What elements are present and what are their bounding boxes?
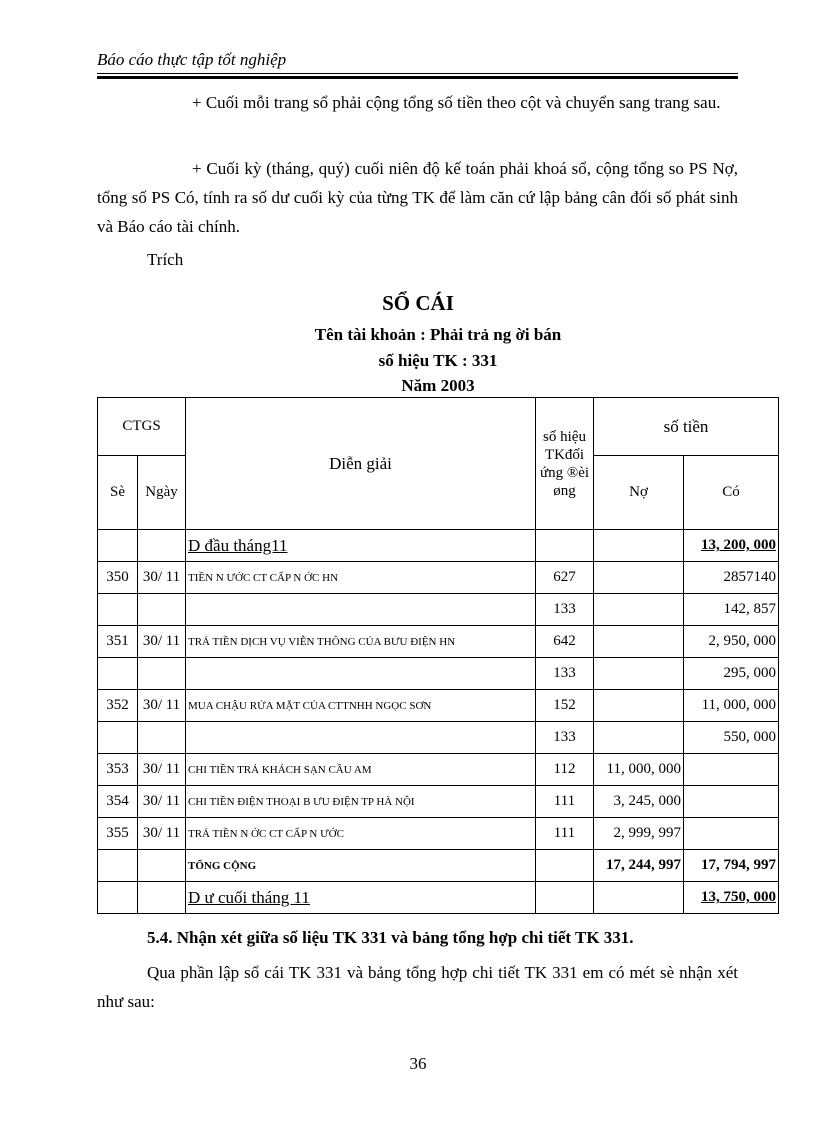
header-rule-thick — [97, 76, 738, 79]
cell-counter-account: 133 — [536, 594, 594, 626]
opening-balance-row — [98, 530, 779, 562]
cell-description: TRẢ TIỀN N ỚC CT CẤP N ƯỚC — [186, 818, 536, 850]
cell-counter-account: 642 — [536, 626, 594, 658]
cell-credit: 142, 857 — [684, 594, 779, 626]
total-label: TỔNG CỘNG — [186, 850, 536, 882]
cell-counter-account: 112 — [536, 754, 594, 786]
cell-credit: 2, 950, 000 — [684, 626, 779, 658]
opening-balance-label: D đầu tháng11 — [186, 530, 536, 562]
cell-date — [138, 722, 186, 754]
cell-date — [138, 594, 186, 626]
cell-voucher-number: 355 — [98, 818, 138, 850]
cell-date: 30/ 11 — [138, 754, 186, 786]
section-paragraph: Qua phần lập sổ cái TK 331 và bảng tổng hợp chi tiết TK 331 em có mét sè nhận xét như sau: — [97, 963, 738, 1011]
table-row — [98, 786, 779, 818]
cell-debit — [594, 626, 684, 658]
cell-date: 30/ 11 — [138, 690, 186, 722]
cell-credit: 295, 000 — [684, 658, 779, 690]
header-ctgs: CTGS — [98, 398, 186, 456]
cell-voucher-number: 354 — [98, 786, 138, 818]
header-debit: Nợ — [594, 456, 684, 530]
cell-voucher-number: 350 — [98, 562, 138, 594]
cell-credit — [684, 754, 779, 786]
cell-credit: 11, 000, 000 — [684, 690, 779, 722]
header-rule-thin — [97, 73, 738, 74]
cell-counter-account: 627 — [536, 562, 594, 594]
section-heading: 5.4. Nhận xét giữa số liệu TK 331 và bảng tổng hợp chi tiết TK 331. — [147, 928, 634, 947]
cell-counter-account: 133 — [536, 658, 594, 690]
ledger-year: Năm 2003 — [401, 376, 475, 395]
cell-voucher-number: 351 — [98, 626, 138, 658]
header-credit: Có — [684, 456, 779, 530]
cell-description: TRẢ TIỀN DỊCH VỤ VIỄN THÔNG CỦA BƯU ĐIỆN HN — [186, 626, 536, 658]
ledger-title: SỔ CÁI — [382, 291, 454, 315]
cell-voucher-number — [98, 722, 138, 754]
ledger-account-name: Tên tài khoản : Phải trả ng ời bán — [314, 325, 562, 344]
table-header-row — [98, 398, 779, 456]
cell-description — [186, 594, 536, 626]
table-row — [98, 722, 779, 754]
cell-date: 30/ 11 — [138, 786, 186, 818]
cell-debit: 2, 999, 997 — [594, 818, 684, 850]
cell-voucher-number: 352 — [98, 690, 138, 722]
total-row — [98, 850, 779, 882]
cell-counter-account: 111 — [536, 818, 594, 850]
cell-credit — [684, 818, 779, 850]
excerpt-label: Trích — [147, 250, 184, 269]
header-voucher-number: Sè — [98, 456, 138, 530]
paragraph-page-total: + Cuối mỗi trang sổ phải cộng tổng số tiền theo cột và chuyển sang trang sau. — [192, 93, 721, 112]
paragraph-period-close: + Cuối kỳ (tháng, quý) cuối niên độ kế toán phải khoá sổ, cộng tổng so PS Nợ, tổng số PS Có, tính ra số dư cuối kỳ của từng TK để làm căn cứ lập bảng cân đối số phát sinh và Báo cáo tài chính. — [97, 159, 738, 236]
closing-balance-credit: 13, 750, 000 — [684, 882, 779, 914]
table-row — [98, 562, 779, 594]
page-number: 36 — [409, 1054, 427, 1073]
cell-voucher-number: 353 — [98, 754, 138, 786]
table-row — [98, 658, 779, 690]
cell-counter-account: 133 — [536, 722, 594, 754]
cell-credit — [684, 786, 779, 818]
cell-description: CHI TIỀN TRẢ KHÁCH SẠN CẦU AM — [186, 754, 536, 786]
cell-date: 30/ 11 — [138, 626, 186, 658]
cell-date: 30/ 11 — [138, 562, 186, 594]
cell-debit — [594, 690, 684, 722]
cell-description — [186, 658, 536, 690]
cell-description: TIỀN N ƯỚC CT CẤP N ỚC HN — [186, 562, 536, 594]
cell-debit: 3, 245, 000 — [594, 786, 684, 818]
cell-counter-account: 111 — [536, 786, 594, 818]
header-date: Ngày — [138, 456, 186, 530]
cell-description — [186, 722, 536, 754]
table-row — [98, 754, 779, 786]
general-ledger-table — [97, 397, 779, 914]
opening-balance-credit: 13, 200, 000 — [684, 530, 779, 562]
cell-debit — [594, 658, 684, 690]
cell-description: CHI TIỀN ĐIỆN THOẠI B ƯU ĐIỆN TP HÀ NỘI — [186, 786, 536, 818]
cell-description: MUA CHẬU RỬA MẶT CỦA CTTNHH NGỌC SƠN — [186, 690, 536, 722]
table-row — [98, 594, 779, 626]
cell-debit — [594, 594, 684, 626]
header-amount: số tiền — [594, 398, 779, 456]
cell-date — [138, 658, 186, 690]
cell-voucher-number — [98, 658, 138, 690]
cell-voucher-number — [98, 594, 138, 626]
closing-balance-label: D ư cuối tháng 11 — [186, 882, 536, 914]
closing-balance-row — [98, 882, 779, 914]
cell-debit: 11, 000, 000 — [594, 754, 684, 786]
cell-date: 30/ 11 — [138, 818, 186, 850]
ledger-account-number: số hiệu TK : 331 — [378, 351, 498, 370]
page-header-title: Báo cáo thực tập tốt nghiệp — [97, 50, 287, 69]
table-row — [98, 690, 779, 722]
table-row — [98, 818, 779, 850]
header-description: Diễn giải — [186, 398, 536, 530]
cell-counter-account: 152 — [536, 690, 594, 722]
cell-credit: 2857140 — [684, 562, 779, 594]
total-credit: 17, 794, 997 — [684, 850, 779, 882]
total-debit: 17, 244, 997 — [594, 850, 684, 882]
cell-credit: 550, 000 — [684, 722, 779, 754]
table-row — [98, 626, 779, 658]
cell-debit — [594, 562, 684, 594]
header-counter-account: số hiệu TKđối ứng ®èi øng — [536, 398, 594, 530]
cell-debit — [594, 722, 684, 754]
